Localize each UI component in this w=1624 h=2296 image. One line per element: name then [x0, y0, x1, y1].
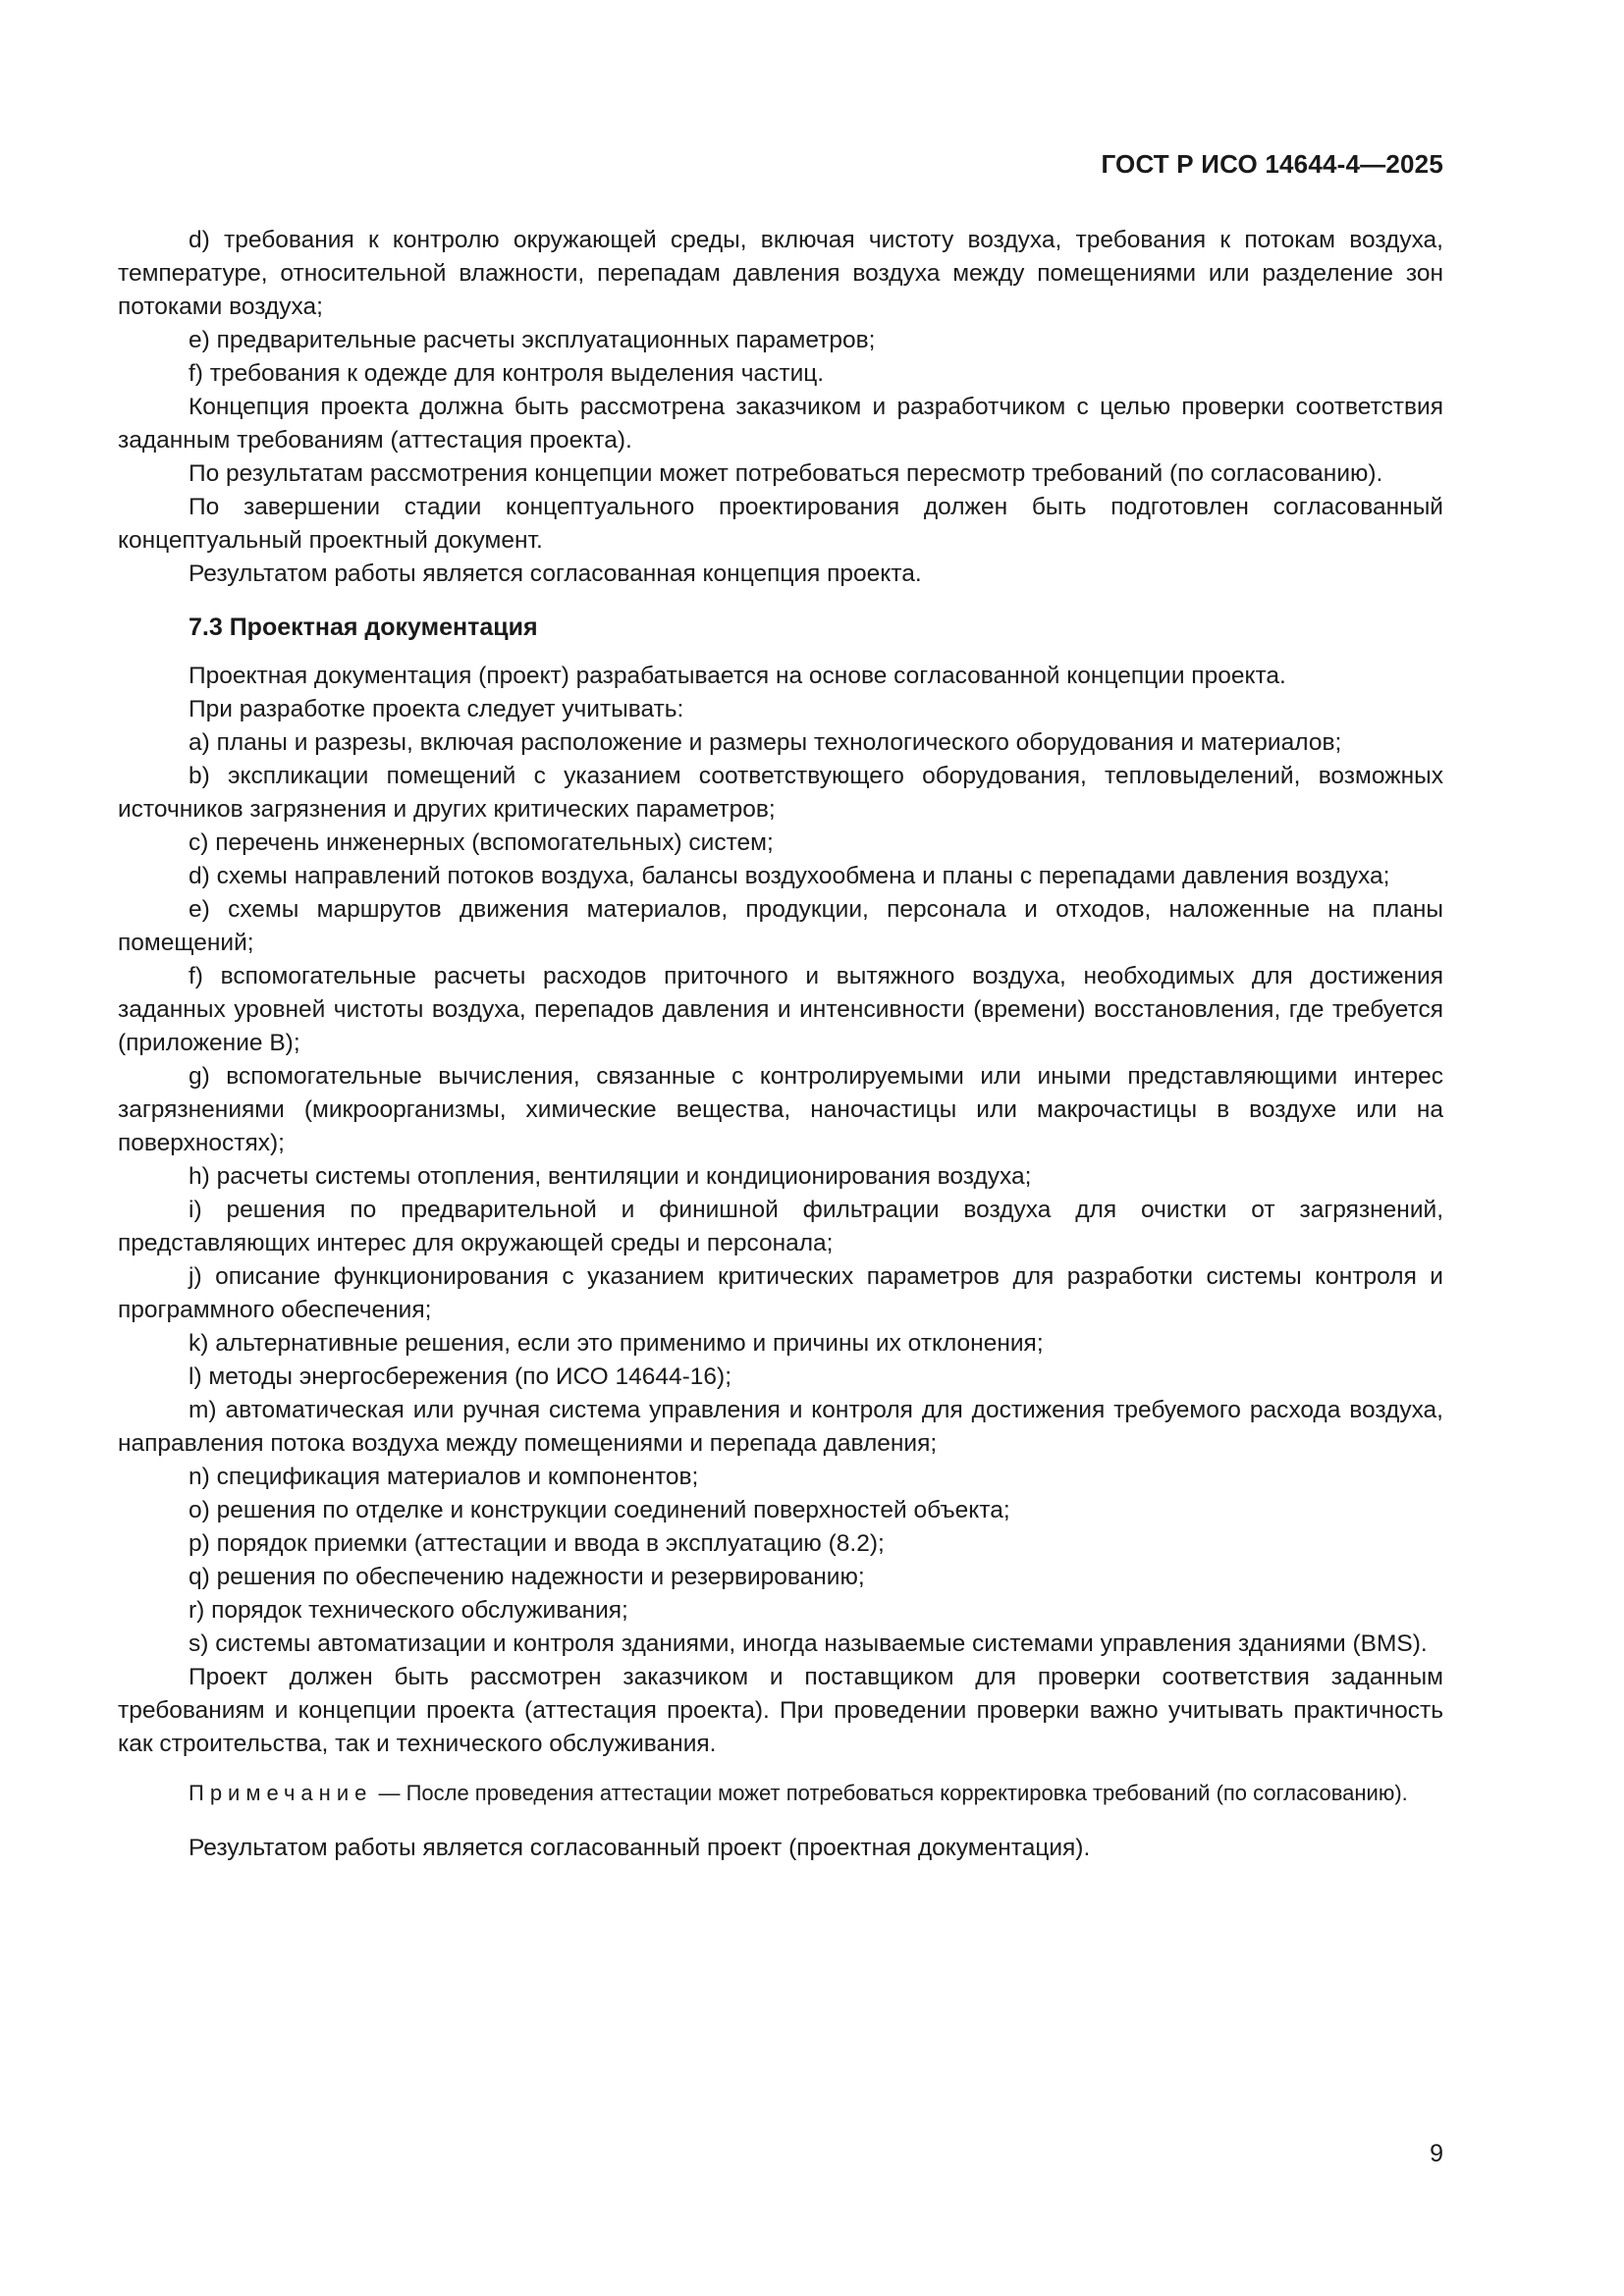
list-item: l) методы энергосбережения (по ИСО 14644-16);	[189, 1363, 732, 1390]
list-item: i) решения по предварительной и финишной фильтрации воздуха для очистки от загрязнений, представляющих интерес для окружающей среды и персонала;	[118, 1197, 1443, 1256]
list-item: s) системы автоматизации и контроля зданиями, иногда называемые системами управления зданиями (BMS).	[189, 1630, 1428, 1657]
list-item: p) порядок приемки (аттестации и ввода в эксплуатацию (8.2);	[189, 1530, 885, 1557]
list-item: m) автоматическая или ручная система управления и контроля для достижения требуемого расхода воздуха, направления потока воздуха между помещениями и перепада давления;	[118, 1397, 1443, 1457]
list-item: r) порядок технического обслуживания;	[189, 1597, 628, 1624]
list-item: g) вспомогательные вычисления, связанные с контролируемыми или иными представляющими интерес загрязнениями (микроорганизмы, химические вещества, наночастицы или макрочастицы в воздухе или на поверхностях);	[118, 1063, 1443, 1156]
paragraph: По завершении стадии концептуального проектирования должен быть подготовлен согласованный концептуальный проектный документ.	[118, 494, 1443, 554]
paragraph: f) требования к одежде для контроля выделения частиц.	[189, 360, 825, 387]
paragraph: По результатам рассмотрения концепции может потребоваться пересмотр требований (по согласованию).	[189, 460, 1383, 487]
note-label: Примечание	[189, 1781, 373, 1805]
paragraph: Проект должен быть рассмотрен заказчиком и поставщиком для проверки соответствия заданным требованиям и концепции проекта (аттестация проекта). При проведении проверки важно учитывать практичность как строительства, так и технического обслуживания.	[118, 1664, 1443, 1757]
standard-id-header: ГОСТ Р ИСО 14644-4—2025	[1101, 149, 1443, 179]
list-item: k) альтернативные решения, если это применимо и причины их отклонения;	[189, 1330, 1044, 1357]
list-item: h) расчеты системы отопления, вентиляции и кондиционирования воздуха;	[189, 1163, 1032, 1190]
note-dash: —	[372, 1781, 406, 1805]
list-item: c) перечень инженерных (вспомогательных) систем;	[189, 829, 774, 856]
note	[118, 1779, 1443, 1808]
paragraph: Результатом работы является согласованная концепция проекта.	[189, 561, 922, 587]
page-number: 9	[1430, 2140, 1443, 2167]
paragraph: e) предварительные расчеты эксплуатационных параметров;	[189, 327, 876, 353]
section-heading: 7.3 Проектная документация	[189, 614, 538, 641]
list-item: q) решения по обеспечению надежности и резервированию;	[189, 1564, 865, 1590]
list-item: j) описание функционирования с указанием критических параметров для разработки системы контроля и программного обеспечения;	[118, 1263, 1443, 1323]
list-item: a) планы и разрезы, включая расположение и размеры технологического оборудования и материалов;	[189, 729, 1342, 756]
list-item: e) схемы маршрутов движения материалов, продукции, персонала и отходов, наложенные на планы помещений;	[118, 896, 1443, 956]
list-item: b) экспликации помещений с указанием соответствующего оборудования, тепловыделений, возможных источников загрязнения и других критических параметров;	[118, 763, 1443, 823]
paragraph: Концепция проекта должна быть рассмотрена заказчиком и разработчиком с целью проверки соответствия заданным требованиям (аттестация проекта).	[118, 394, 1443, 454]
list-item: f) вспомогательные расчеты расходов приточного и вытяжного воздуха, необходимых для достижения заданных уровней чистоты воздуха, перепадов давления и интенсивности (времени) восстановления, где требуется (приложение B);	[118, 963, 1443, 1056]
note-text: После проведения аттестации может потребоваться корректировка требований (по согласованию).	[406, 1781, 1408, 1805]
list-item: d) схемы направлений потоков воздуха, балансы воздухообмена и планы с перепадами давления воздуха;	[189, 863, 1390, 889]
list-item: o) решения по отделке и конструкции соединений поверхностей объекта;	[189, 1497, 1010, 1523]
result-paragraph: Результатом работы является согласованный проект (проектная документация).	[189, 1835, 1091, 1861]
paragraph: При разработке проекта следует учитывать:	[189, 696, 684, 722]
paragraph: Проектная документация (проект) разрабатывается на основе согласованной концепции проекта.	[189, 663, 1286, 689]
list-item: n) спецификация материалов и компонентов;	[189, 1464, 699, 1490]
paragraph: d) требования к контролю окружающей среды, включая чистоту воздуха, требования к потокам воздуха, температуре, относительной влажности, перепадам давления воздуха между помещениями или разделение зон потоками воздуха;	[118, 227, 1443, 320]
document-body	[118, 224, 1443, 1865]
